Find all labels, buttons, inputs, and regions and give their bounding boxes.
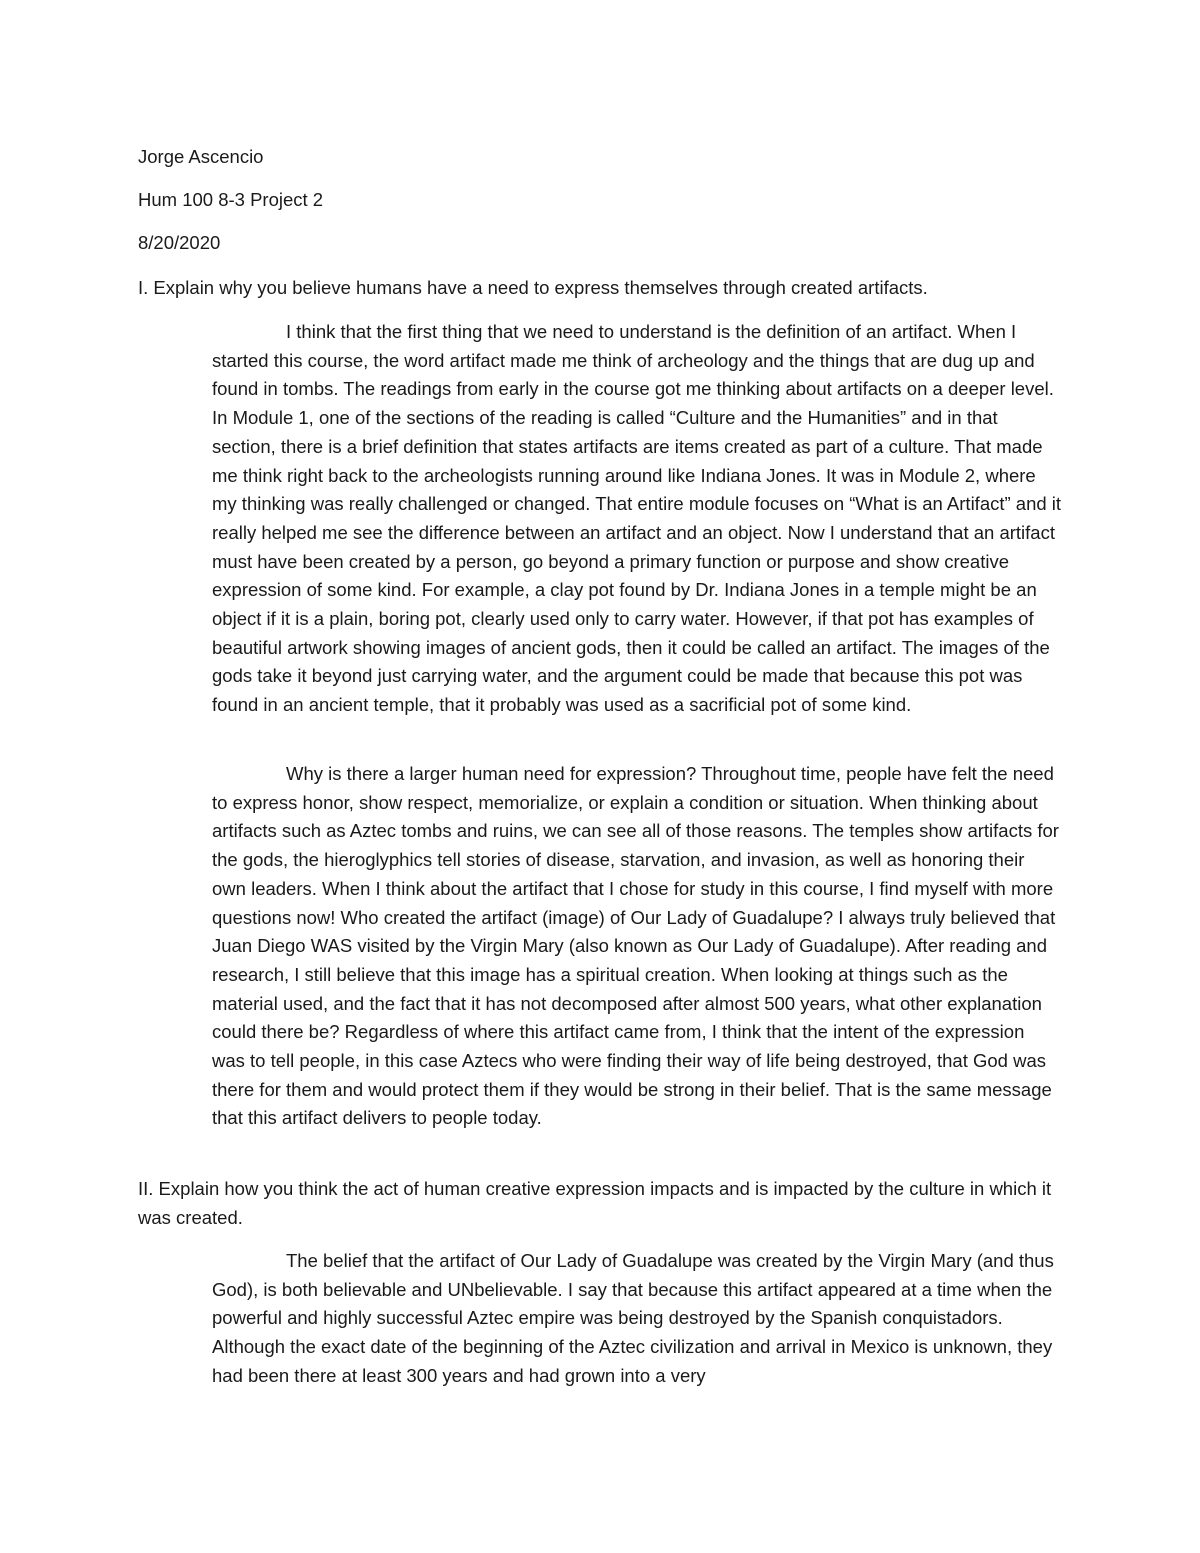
answer-2-paragraph-1: The belief that the artifact of Our Lady of Guadalupe was created by the Virgin Mary (and thus God), is both believable and UNbelievable. I say that because this artifact appeared at a time when the powerful and highly successful Aztec empire was being destroyed by the Spanish conquistadors. Although the exact date of the beginning of the Aztec civilization and arrival in Mexico is unknown, they had been there at least 300 years and had grown into a very [212,1250,1054,1386]
answer-1-paragraph-2: Why is there a larger human need for expression? Throughout time, people have felt the need to express honor, show respect, memorialize, or explain a condition or situation. When thinking about artifacts such as Aztec tombs and ruins, we can see all of those reasons. The temples show artifacts for the gods, the hieroglyphics tell stories of disease, starvation, and invasion, as well as honoring their own leaders. When I think about the artifact that I chose for study in this course, I find myself with more questions now! Who created the artifact (image) of Our Lady of Guadalupe? I always truly believed that Juan Diego WAS visited by the Virgin Mary (also known as Our Lady of Guadalupe). After reading and research, I still believe that this image has a spiritual creation. When looking at things such as the material used, and the fact that it has not decomposed after almost 500 years, what other explanation could there be? Regardless of where this artifact came from, I think that the intent of the expression was to tell people, in this case Aztecs who were finding their way of life being destroyed, that God was there for them and would protect them if they would be strong in their belief. That is the same message that this artifact delivers to people today. [212,763,1059,1129]
document-date: 8/20/2020 [138,232,221,253]
answer-1-paragraph-1: I think that the first thing that we need to understand is the definition of an artifact. When I started this course, the word artifact made me think of archeology and the things that are dug up and found in tombs. The readings from early in the course got me thinking about artifacts on a deeper level. In Module 1, one of the sections of the reading is called “Culture and the Humanities” and in that section, there is a brief definition that states artifacts are items created as part of a culture. That made me think right back to the archeologists running around like Indiana Jones. It was in Module 2, where my thinking was really challenged or changed. That entire module focuses on “What is an Artifact” and it really helped me see the difference between an artifact and an object. Now I understand that an artifact must have been created by a person, go beyond a primary function or purpose and show creative expression of some kind. For example, a clay pot found by Dr. Indiana Jones in a temple might be an object if it is a plain, boring pot, clearly used only to carry water. However, if that pot has examples of beautiful artwork showing images of ancient gods, then it could be called an artifact. The images of the gods take it beyond just carrying water, and the argument could be made that because this pot was found in an ancient temple, that it probably was used as a sacrificial pot of some kind. [212,321,1062,716]
course-title: Hum 100 8-3 Project 2 [138,189,324,210]
question-2: II. Explain how you think the act of human creative expression impacts and is impacted by the culture in which it was created. [138,1178,1052,1228]
author-name: Jorge Ascencio [138,146,264,167]
question-1: I. Explain why you believe humans have a need to express themselves through created artifacts. [138,277,928,298]
